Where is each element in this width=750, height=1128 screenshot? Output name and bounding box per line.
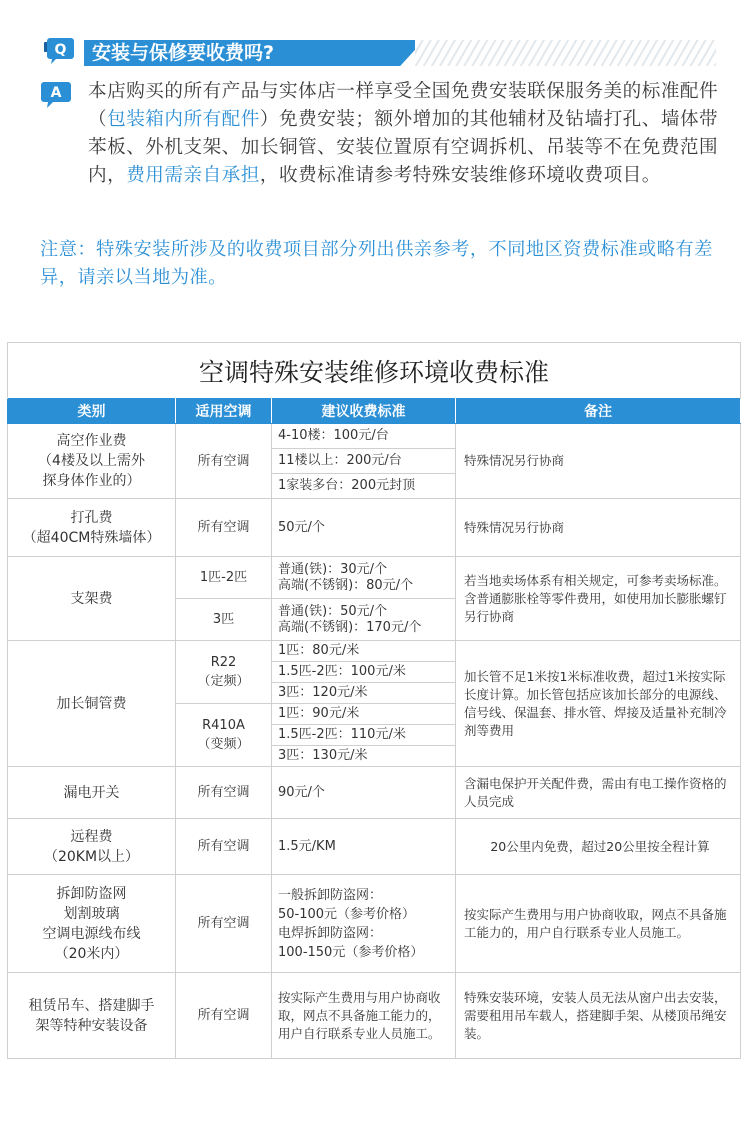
ac-line: R22 [210,655,237,670]
answer-highlight-accessories: 包装箱内所有配件 [107,109,260,130]
category-line: 高空作业费 [56,433,127,449]
standard-cell: 1匹：80元/米 [272,641,456,662]
category-line: （20KM以上） [43,848,140,865]
question-bar [40,38,716,68]
remark-cell: 特殊情况另行协商 [456,424,741,499]
standard-line: 高端(不锈钢)：80元/个 [278,577,414,593]
standard-line: 普通(铁)：50元/个 [278,603,388,619]
table-row [8,557,741,599]
answer-part: 本店购买的所有产品与实体店一样享受全国免费安装联保服务美的标准配件（ [88,81,719,130]
remark-cell: 特殊情况另行协商 [456,499,741,557]
standard-line: 高端(不锈钢)：170元/个 [278,619,422,635]
category-line: 拆卸防盗网 [56,885,127,902]
category-line: （20米内） [54,945,129,962]
answer-text [88,78,724,190]
standard-cell: 按实际产生费用与用户协商收取，网点不具备施工能力的，用户自行联系专业人员施工。 [272,973,456,1059]
standard-cell: 50元/个 [272,499,456,557]
ac-line: （变频） [197,737,250,752]
category-line: 探身体作业的） [42,473,141,489]
category-cell [8,973,176,1059]
answer-highlight-cost: 费用需亲自承担 [126,165,260,186]
chat-q-icon [40,38,74,66]
svg-text:A: A [50,85,62,101]
standard-cell [272,557,456,599]
standard-cell [272,875,456,973]
decorative-stripes [415,40,716,66]
answer-part: ）免费安装；额外增加的其他辅材及钻墙打孔、墙体带苯板、外机支架、加长铜管、安装位置原有空调拆机、吊装等不在免费范围内， [88,109,719,186]
standard-cell: 1.5元/KM [272,819,456,875]
header-remark: 备注 [456,399,741,424]
standard-line: 100-150元（参考价格） [278,944,424,960]
table-row [8,424,741,449]
category-cell: 支架费 [8,557,176,641]
category-line: 租赁吊车、搭建脚手 [28,997,155,1014]
ac-cell: 3匹 [176,599,272,641]
standard-line: 普通(铁)：30元/个 [278,561,388,577]
table-row [8,875,741,973]
question-title: 安装与保修要收费吗? [92,42,275,64]
ac-cell [176,641,272,704]
category-line: 远程费 [70,828,113,845]
category-line: 打孔费 [70,509,113,526]
remark-cell: 若当地卖场体系有相关规定，可参考卖场标准。含普通膨胀栓等零件费用，如使用加长膨胀螺钉另行协商 [456,557,741,641]
speech-a-icon [41,82,71,108]
table-row [8,819,741,875]
standard-cell: 4-10楼：100元/台 [272,424,456,449]
standard-cell: 3匹：120元/米 [272,683,456,704]
category-line: （4楼及以上需外 [38,453,145,469]
table-row [8,641,741,662]
ac-cell: 1匹-2匹 [176,557,272,599]
standard-line: 一般拆卸防盗网： [278,887,383,903]
header-ac: 适用空调 [176,399,272,424]
category-cell [8,499,176,557]
standard-cell: 1.5匹-2匹：110元/米 [272,725,456,746]
standard-cell: 1.5匹-2匹：100元/米 [272,662,456,683]
fee-table [7,342,741,1059]
header-standard: 建议收费标准 [272,399,456,424]
ac-cell: 所有空调 [176,499,272,557]
remark-cell: 20公里内免费，超过20公里按全程计算 [456,819,741,875]
table-row [8,499,741,557]
standard-cell: 90元/个 [272,767,456,819]
ac-line: R410A [202,718,245,733]
standard-cell: 1家装多台：200元封顶 [272,474,456,499]
standard-line: 电焊拆卸防盗网： [278,925,383,941]
ac-cell: 所有空调 [176,424,272,499]
ac-line: （定频） [197,674,250,689]
standard-cell: 1匹：90元/米 [272,704,456,725]
table-header-row [8,399,741,424]
standard-cell: 3匹：130元/米 [272,746,456,767]
remark-cell: 特殊安装环境，安装人员无法从窗户出去安装，需要租用吊车载人，搭建脚手架、从楼顶吊绳安装。 [456,973,741,1059]
ac-cell: 所有空调 [176,767,272,819]
standard-line: 50-100元（参考价格） [278,906,416,922]
category-line: 划割玻璃 [63,905,120,922]
note-text: 注意：特殊安装所涉及的收费项目部分列出供亲参考，不同地区资费标准或略有差 异，请亲以当地为准。 [40,239,713,288]
category-line: 架等特种安装设备 [35,1017,148,1034]
category-cell: 漏电开关 [8,767,176,819]
answer-part: ，收费标准请参考特殊安装维修环境收费项目。 [259,165,661,186]
remark-cell: 按实际产生费用与用户协商收取，网点不具备施工能力的，用户自行联系专业人员施工。 [456,875,741,973]
category-cell [8,819,176,875]
ac-cell: 所有空调 [176,819,272,875]
table-title: 空调特殊安装维修环境收费标准 [8,343,741,399]
category-line: （超40CM特殊墙体） [22,529,161,546]
ac-cell: 所有空调 [176,875,272,973]
category-cell [8,875,176,973]
remark-cell: 含漏电保护开关配件费，需由有电工操作资格的人员完成 [456,767,741,819]
table-row [8,767,741,819]
svg-text:Q: Q [54,42,67,58]
ac-cell: 所有空调 [176,973,272,1059]
category-cell [8,424,176,499]
category-line: 空调电源线布线 [42,925,141,942]
category-cell: 加长铜管费 [8,641,176,767]
table-row [8,973,741,1059]
standard-cell [272,599,456,641]
standard-cell: 11楼以上：200元/台 [272,449,456,474]
header-category: 类别 [8,399,176,424]
ac-cell [176,704,272,767]
remark-cell: 加长管不足1米按1米标准收费，超过1米按实际长度计算。加长管包括应该加长部分的电源线、信号线、保温套、排水管、焊接及适量补充制冷剂等费用 [456,641,741,767]
